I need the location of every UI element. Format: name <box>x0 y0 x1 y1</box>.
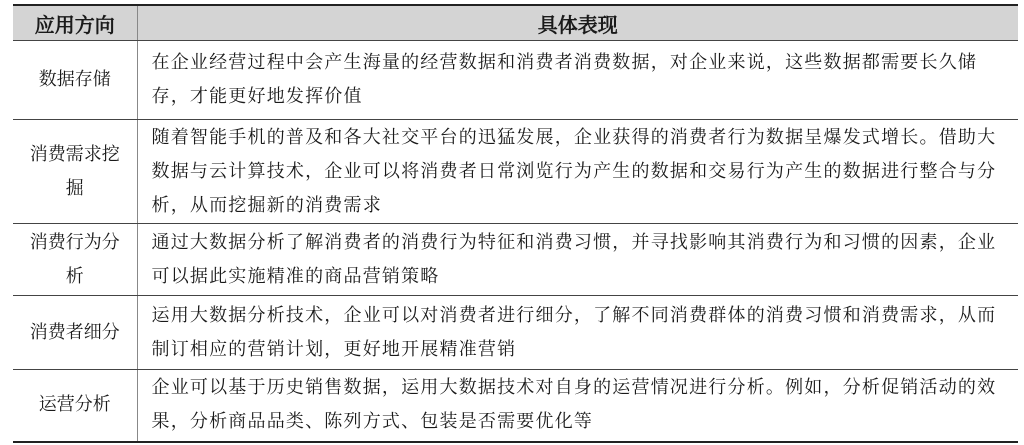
row-description-cell: 运用大数据分析技术，企业可以对消费者进行细分，了解不同消费群体的消费习惯和消费需求，从而制订相应的营销计划，更好地开展精准营销 <box>137 296 1018 370</box>
row-area-cell <box>13 224 137 296</box>
row-description-cell: 随着智能手机的普及和各大社交平台的迅猛发展，企业获得的消费者行为数据呈爆发式增长。借助大数据与云计算技术，企业可以将消费者日常浏览行为产生的数据和交易行为产生的数据进行整合与分析，从而挖掘新的消费需求 <box>137 120 1018 224</box>
row-description-cell: 企业可以基于历史销售数据，运用大数据技术对自身的运营情况进行分析。例如，分析促销活动的效果，分析商品品类、陈列方式、包装是否需要优化等 <box>137 370 1018 442</box>
row-area-label: 消费者细分 <box>29 321 120 343</box>
header-specific-performance: 具体表现 <box>137 5 1018 41</box>
row-area-cell <box>13 370 137 442</box>
row-area-cell <box>13 41 137 120</box>
row-area-cell <box>13 296 137 370</box>
row-area-label: 消费需求挖掘 <box>29 143 120 199</box>
table-row <box>13 41 1018 120</box>
row-area-label: 消费行为分析 <box>29 231 120 287</box>
row-area-cell <box>13 120 137 224</box>
application-table <box>13 4 1018 443</box>
table-row <box>13 296 1018 370</box>
row-description-cell: 在企业经营过程中会产生海量的经营数据和消费者消费数据，对企业来说，这些数据都需要长久储存，才能更好地发挥价值 <box>137 41 1018 120</box>
row-description-cell: 通过大数据分析了解消费者的消费行为特征和消费习惯，并寻找影响其消费行为和习惯的因素，企业可以据此实施精准的商品营销策略 <box>137 224 1018 296</box>
header-application-direction: 应用方向 <box>13 5 137 41</box>
row-area-label: 运营分析 <box>38 394 111 416</box>
table-header-row <box>13 5 1018 41</box>
row-area-label: 数据存储 <box>38 69 111 90</box>
table-row <box>13 224 1018 296</box>
table-row <box>13 370 1018 442</box>
table-row <box>13 120 1018 224</box>
